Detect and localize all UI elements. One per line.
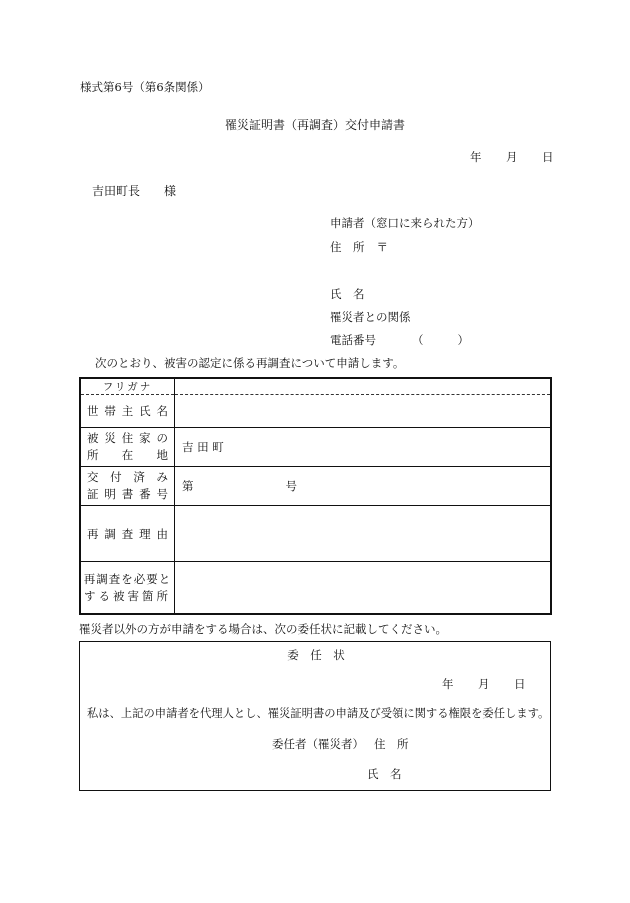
label-char: 被: [87, 431, 99, 445]
applicant-name-label: 氏 名: [330, 287, 365, 301]
document-title: 罹災証明書（再調査）交付申請書: [224, 118, 405, 132]
label-char: 号: [156, 487, 168, 501]
addressee-honorific: 様: [164, 184, 177, 198]
table-row-damage: [80, 562, 551, 615]
location-value: 吉 田 町: [182, 440, 224, 454]
label-char: 再: [87, 526, 99, 541]
label-char: 所: [87, 448, 99, 462]
label-char: 証: [87, 487, 99, 501]
applicant-relation-label: 罹災者との関係: [330, 310, 411, 324]
addressee-name: 吉田町長: [92, 184, 141, 198]
label-char: 在: [121, 448, 134, 462]
delegation-statement: 私は、上記の申請者を代理人とし、罹災証明書の申請及び受領に関する権限を委任します。: [87, 707, 550, 720]
delegator-address-line: [272, 737, 409, 751]
reason-field[interactable]: [175, 506, 552, 562]
delegation-date: [442, 677, 526, 691]
label-char: の: [156, 431, 168, 445]
label-char: 調: [104, 526, 116, 541]
location-label: [80, 428, 175, 467]
application-date: [470, 150, 554, 164]
table-row-location: [80, 428, 551, 467]
householder-name-field[interactable]: [175, 395, 552, 428]
postal-mark: 〒: [376, 240, 388, 254]
label-char: 由: [156, 526, 168, 541]
phone-label: 電話番号: [330, 333, 376, 347]
delegator-name-label: 氏 名: [367, 767, 402, 781]
damage-location-label: [80, 562, 175, 615]
number-prefix: 第: [182, 479, 194, 493]
label-char: 主: [121, 404, 134, 418]
damage-location-field[interactable]: [175, 562, 552, 615]
damage-label-line1: 再調査を必要と: [83, 571, 172, 586]
label-char: 書: [121, 487, 134, 501]
reason-label: [80, 506, 175, 562]
furigana-field[interactable]: [175, 378, 552, 395]
label-char: 付: [110, 470, 122, 484]
month-label: 月: [478, 677, 490, 691]
delegator-label: 委任者（罹災者）: [272, 737, 364, 751]
label-char: 家: [139, 431, 151, 445]
certificate-number-field[interactable]: [175, 467, 552, 506]
delegation-box: [79, 641, 551, 791]
number-suffix: 号: [285, 479, 297, 493]
label-char: 理: [139, 526, 151, 541]
address-label: 住 所: [330, 240, 365, 254]
householder-label: [80, 395, 175, 428]
applicant-heading: 申請者（窓口に来られた方）: [330, 216, 480, 230]
label-char: 地: [156, 448, 168, 462]
label-char: 交: [87, 470, 99, 484]
delegation-note: 罹災者以外の方が申請をする場合は、次の委任状に記載してください。: [79, 622, 447, 636]
damage-label-line2: する被害箇所: [84, 588, 171, 603]
label-char: 帯: [104, 404, 116, 418]
label-char: 災: [104, 431, 116, 445]
year-label: 年: [470, 150, 482, 164]
label-char: 済: [133, 470, 145, 484]
phone-paren-open: （: [412, 333, 424, 347]
label-char: み: [156, 470, 168, 484]
label-char: 明: [104, 487, 116, 501]
table-row-certificate-number: [80, 467, 551, 506]
addressee: [92, 184, 176, 198]
table-row-householder: [80, 395, 551, 428]
table-row-furigana: [80, 378, 551, 395]
label-char: 査: [121, 526, 134, 541]
location-field[interactable]: [175, 428, 552, 467]
day-label: 日: [514, 677, 526, 691]
table-row-reason: [80, 506, 551, 562]
delegation-title: 委 任 状: [287, 648, 345, 662]
label-char: 名: [156, 404, 168, 418]
applicant-address: [330, 240, 388, 254]
year-label: 年: [442, 677, 454, 691]
label-char: 世: [87, 404, 99, 418]
month-label: 月: [506, 150, 518, 164]
applicant-phone: [330, 333, 469, 347]
application-table: [79, 377, 552, 615]
certificate-number-label: [80, 467, 175, 506]
form-number: 様式第6号（第6条関係）: [80, 80, 210, 94]
furigana-label: フリガナ: [80, 378, 175, 395]
intro-text: 次のとおり、被害の認定に係る再調査について申請します。: [95, 356, 405, 370]
phone-paren-close: ）: [457, 333, 469, 347]
day-label: 日: [542, 150, 554, 164]
label-char: 住: [121, 431, 134, 445]
label-char: 番: [139, 487, 151, 501]
label-char: 氏: [139, 404, 151, 418]
delegator-address-label: 住 所: [374, 737, 409, 751]
